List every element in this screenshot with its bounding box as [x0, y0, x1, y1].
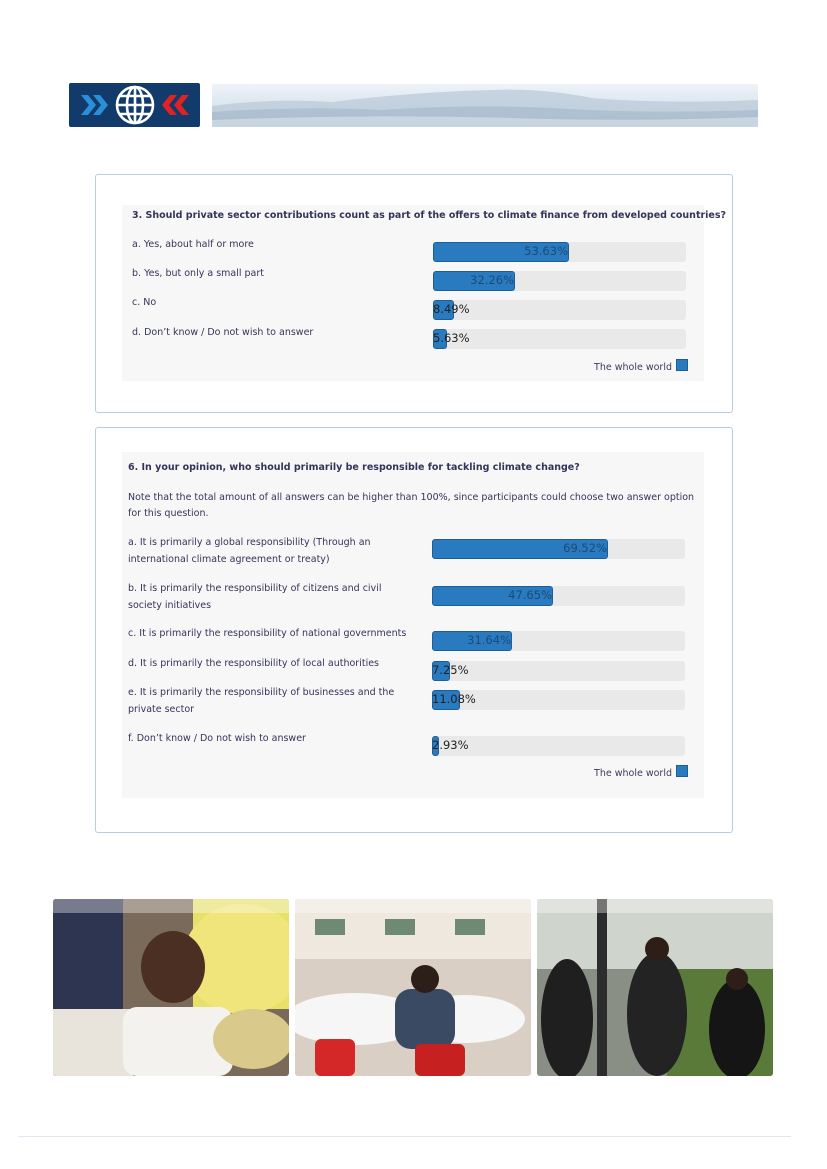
option-label: d. Don’t know / Do not wish to answer — [132, 327, 314, 338]
bar-value-label: 7.25% — [432, 663, 469, 677]
bar-track — [433, 242, 686, 262]
option-label: b. Yes, but only a small part — [132, 268, 265, 279]
bar-track — [433, 329, 686, 349]
bar-value-label: 47.65% — [508, 588, 552, 602]
option-label: a. Yes, about half or more — [132, 239, 254, 250]
bar-value-label: 2.93% — [432, 738, 469, 752]
chart-background — [122, 205, 704, 381]
bar-track — [432, 690, 685, 710]
logo — [69, 83, 200, 127]
chart-title: 6. In your opinion, who should primarily be responsible for tackling climate change? — [128, 462, 580, 473]
bar-value-label: 5.63% — [433, 331, 470, 345]
bar-value-label: 32.26% — [470, 273, 514, 287]
bar-value-label: 53.63% — [524, 244, 568, 258]
legend-swatch — [676, 765, 688, 777]
option-label: d. It is primarily the responsibility of local authorities — [128, 658, 380, 669]
photo-dancing-group — [537, 899, 773, 1076]
legend-swatch — [676, 359, 688, 371]
option-label: b. It is primarily the responsibility of citizens and civil society initiatives — [128, 583, 382, 611]
chart-legend — [594, 765, 688, 779]
legend-label: The whole world — [594, 362, 672, 373]
bar-track — [433, 300, 686, 320]
chart-legend — [594, 359, 688, 373]
chart-title: 3. Should private sector contributions count as part of the offers to climate finance from developed countries? — [132, 210, 727, 221]
footer-divider — [18, 1136, 791, 1137]
option-label: f. Don’t know / Do not wish to answer — [128, 733, 306, 744]
bar-value-label: 11.08% — [432, 692, 476, 706]
chart-panel-q3 — [95, 174, 733, 413]
bar-value-label: 8.49% — [433, 302, 470, 316]
bar-track — [432, 736, 685, 756]
option-label: c. No — [132, 297, 157, 308]
bar-track — [432, 661, 685, 681]
globe-icon — [69, 83, 200, 127]
bar-track — [432, 586, 685, 606]
option-label: e. It is primarily the responsibility of businesses and the private sector — [128, 687, 395, 715]
bar-track — [432, 631, 685, 651]
bar-track — [432, 539, 685, 559]
chart-note: Note that the total amount of all answers can be higher than 100%, since participants could choose two answer option for this question. — [128, 492, 695, 519]
bar-value-label: 31.64% — [467, 633, 511, 647]
legend-label: The whole world — [594, 768, 672, 779]
chart-panel-q6 — [95, 427, 733, 833]
option-label: a. It is primarily a global responsibility (Through an international climate agreement or treaty) — [128, 537, 371, 565]
photo-conference-room — [295, 899, 531, 1076]
bar-value-label: 69.52% — [563, 541, 607, 555]
landscape-banner — [212, 84, 758, 127]
photo-child — [53, 899, 289, 1076]
option-label: c. It is primarily the responsibility of national governments — [128, 628, 407, 639]
bar-track — [433, 271, 686, 291]
